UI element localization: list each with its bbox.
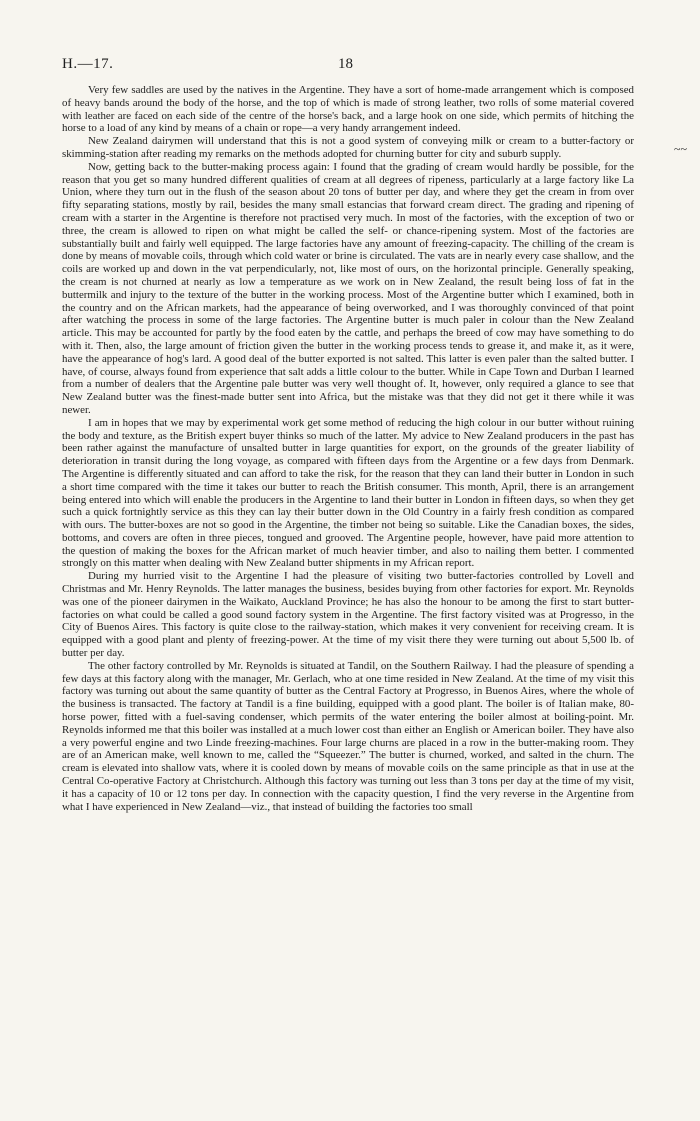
paragraph-dairymen: New Zealand dairymen will understand that this is not a good system of conveying milk or cream to a butter-factory or skimming-station after reading my remarks on the methods adopted for churning butter for city and suburb supply. [62,135,634,160]
paragraph-butter-making: Now, getting back to the butter-making process again: I found that the grading of cream would hardly be possible, for the reason that you get so many hundred different qualities of cream at all degrees of ripeness, particularly at a large factory like La Union, where they turn out in the flush of the season about 20 tons of butter per day, and where they get the cream in from over fifty separating stations, mostly by rail, besides the many small estancias that forward cream direct. The grading and ripening of cream with a starter in the Argentine is therefore not practised very much. In most of the factories, with the exception of two or three, the cream is allowed to ripen on what might be called the self- or chance-ripening system. Most of the factories are substantially built and fairly well equipped. The large factories have any amount of freezing-capacity. The chilling of the cream is done by means of movable coils, through which cold water or brine is circulated. The vats are in nearly every case shallow, and the coils are worked up and down in the vat perpendicularly, not, like most of ours, on the horizontal principle. Generally speaking, the cream is not churned at nearly as low a temperature as we work on in New Zealand, the result being loss of fat in the buttermilk and injury to the texture of the butter in the working process. Most of the Argentine butter which I examined, both in the country and on the African markets, had the appearance of being overworked, and I was thoroughly convinced of that point after watching the process in some of the large factories. The Argentine butter is much paler in colour than the New Zealand article. This may be accounted for partly by the food eaten by the cattle, and perhaps the breed of cow may have something to do with it. Then, also, the large amount of friction given the butter in the working process tends to grease it, and make it, as it were, have the appearance of hog's lard. A good deal of the butter exported is not salted. This latter is even paler than the salted butter. I have, of course, always found from experience that salt adds a little colour to the butter. While in Cape Town and Durban I learned from a number of dealers that the Argentine pale butter was very well thought of. It, however, only required a glance to see that New Zealand butter was the finest-made butter sent into Africa, but the mistake was that they did not get it there while it was newer. [62,160,634,416]
margin-mark: ~~ [674,142,687,156]
page-number: 18 [338,56,353,72]
paragraph-high-colour: I am in hopes that we may by experimental work get some method of reducing the high colour in our butter without ruining the body and texture, as the British expert buyer thinks so much of the latter. My advice to New Zealand producers in the past has been rather against the manufacture of unsalted butter in large quantities for export, on the grounds of the greater liability of deterioration in transit during the long voyage, as compared with fifteen days from the Argentine or a few days from Denmark. The Argentine is differently situated and can afford to take the risk, for the reason that they can land their butter in London in such a short time compared with the time it takes our butter to reach the British consumer. This month, April, there is an arrangement being entered into which will enable the producers in the Argentine to land their butter in London in fifteen days, so when they get such a quick fortnightly service as this they can lay their butter down in the Old Country in a fairly fresh condition as compared with ours. The butter-boxes are not so good in the Argentine, the timber not being so suitable. Like the Canadian boxes, the sides, bottoms, and covers are often in three pieces, tongued and grooved. The Argentine people, however, have paid more attention to the question of making the boxes for the African market of much heavier timber, and also to nailing them better. I commented strongly on this matter when dealing with New Zealand butter shipments in my African report. [62,416,634,570]
paragraph-tandil-factory: The other factory controlled by Mr. Reynolds is situated at Tandil, on the Southern Railway. I had the pleasure of spending a few days at this factory along with the manager, Mr. Gerlach, who at one time resided in New Zealand. At the time of my visit this factory was turning out about the same quantity of butter as the Central Factory at Progresso, in Buenos Aires, where the whole of the business is transacted. The factory at Tandil is a fine building, equipped with a good plant. The boiler is of Italian make, 80-horse power, fitted with a fuel-saving condenser, which permits of the water entering the boiler almost at boiling-point. Mr. Reynolds informed me that this boiler was installed at a much lower cost than either an English or American boiler. They have also a very powerful engine and two Linde freezing-machines. Four large churns are placed in a row in the butter-making room. They are of an American make, well known to me, called the “Squeezer.” The butter is churned, worked, and salted in the churn. The cream is elevated into shallow vats, where it is cooled down by means of movable coils on the same principle as that in use at the Central Co-operative Factory at Christchurch. Although this factory was turning out less than 3 tons per day at the time of my visit, it has a capacity of 10 or 12 tons per day. In connection with the capacity question, I find the very reverse in the Argentine from what I have experienced in New Zealand—viz., that instead of building the factories too small [62,659,634,813]
report-reference: H.—17. [62,56,114,72]
body-text [62,84,634,813]
paragraph-visit: During my hurried visit to the Argentine I had the pleasure of visiting two butter-factories controlled by Lovell and Christmas and Mr. Henry Reynolds. The latter manages the business, besides buying from other factories for export. Mr. Reynolds was one of the pioneer dairymen in the Waikato, Auckland Province; he has also the honour to be among the first to start butter-factories on what could be called a good sound factory system in the Argentine. The first factory visited was at Progresso, in the City of Buenos Aires. This factory is quite close to the railway-station, which makes it very convenient for receiving cream. It is equipped with a good plant and plenty of freezing-power. At the time of my visit there they were turning out about 5,500 lb. of butter per day. [62,570,634,660]
paragraph-saddles: Very few saddles are used by the natives in the Argentine. They have a sort of home-made arrangement which is composed of heavy bands around the body of the horse, and the top of which is made of strong leather, two rolls of some material covered with leather are faced on each side of the centre of the horse's back, and a large hook on one side, which permits of hitching the horse to a load of any kind by means of a chain or rope—a very handy arrangement indeed. [62,84,634,135]
